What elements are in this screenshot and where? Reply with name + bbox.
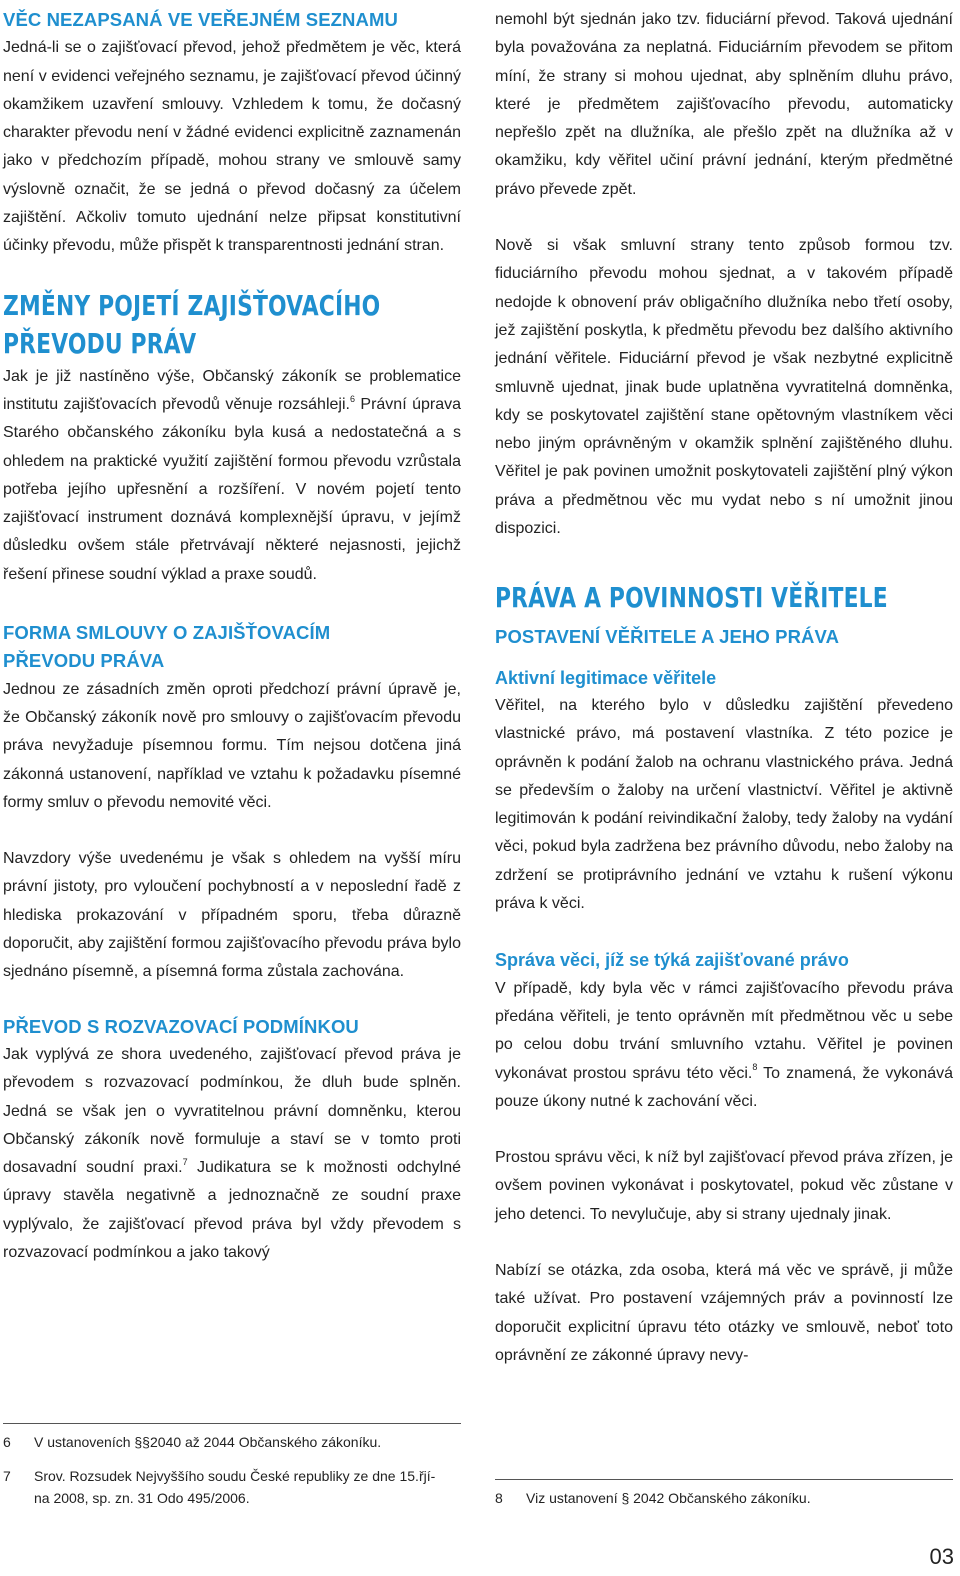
heading-asset-management: Správa věci, jíž se týká zajišťované právo (495, 950, 849, 971)
footnote-number: 7 (3, 1468, 11, 1484)
footnote-8 (495, 1487, 953, 1509)
footnote-number: 6 (3, 1434, 11, 1450)
paragraph-text: Judikatura se k možnosti odchylné úpravy stavěla negativně a jednoznačně ze soudní praxe vyplývalo, že zajišťovací převod práva byl vždy převodem s rozvazovací podmínkou a jako takový (3, 1159, 462, 1261)
heading-changes-line1: ZMĚNY POJETÍ ZAJIŠŤOVACÍHO (3, 288, 381, 322)
heading-resolutive-condition: PŘEVOD S ROZVAZOVACÍ PODMÍNKOU (3, 1015, 359, 1037)
paragraph: Věřitel, na kterého bylo v důsledku zajištění převedeno vlastnické právo, má postavení vlastníka. Z této pozice je oprávněn k podání žalob na ochranu vlastnického práva. Jedná se především o žaloby na určení vlastnictví. Věřitel je aktivně legitimován k podání reivindikační žaloby, tedy žaloby na vydání věci, pokud byla zadržena bez právního důvodu, nebo žaloby na zdržení se protiprávního jednání ve vztahu k rušení výkonu práva k věci. (495, 696, 953, 913)
footnote-divider (495, 1479, 953, 1480)
heading-contract-form-line2: PŘEVODU PRÁVA (3, 650, 165, 672)
paragraph (3, 1041, 461, 1267)
paragraph: Nově si však smluvní strany tento způsob formou tzv. fiduciárního převodu mohou sjednat, a v takovém případě nedojde k obnovení práv obligačního dlužníka nebo třetí osoby, jež zajištění poskytla, k předmětu převodu bez dalšího aktivního jednání věřitele. Fiduciární převod je však nezbytné explicitně smluvně ujednat, jinak bude uplatněna vyvratitelná domněnka, kdy se poskytovatel zajištění stane opětovným vlastníkem věci nebo jiným oprávněným v okamžik splnění zajištěného dluhu. Věřitel je pak povinen umožnit poskytovateli zajištění plný výkon práva a předmětnou věc mu vydat nebo s ní umožnit jinou dispozici. (495, 237, 953, 538)
right-column (495, 6, 953, 1370)
footnote-ref: 6 (349, 393, 355, 404)
heading-active-legitimacy: Aktivní legitimace věřitele (495, 667, 717, 688)
heading-creditor-rights: PRÁVA A POVINNOSTI VĚŘITELE (495, 581, 888, 615)
heading-changes-line2: PŘEVODU PRÁV (3, 326, 197, 360)
paragraph-text: Právní úprava Starého občanského zákoníku byla kusá a nedostatečná a s ohledem na praktické využití zajištění formou převodu vzrůstala potřeba jejího upřesnění a rozšíření. V novém pojetí tento zajišťovací instrument doznává komplexnější úpravu, v jejímž důsledku ovšem stále přetrvávají některé nejasnosti, jejichž řešení přinese soudní výklad a praxe soudů. (3, 395, 461, 583)
footnote-7 (3, 1465, 461, 1509)
footnote-text: Viz ustanovení § 2042 Občanského zákoníku. (526, 1490, 811, 1506)
paragraph-text: Jak vyplývá ze shora uvedeného, zajišťovací převod práva je převodem s rozvazovací podmínkou, že dluh bude splněn. Jedná se však jen o vyvratitelnou právní domněnku, kterou Občanský zákoník nově formuluje a staví se v tomto proti dosavadní soudní praxi. (3, 1045, 461, 1177)
footnote-text: V ustanoveních §§2040 až 2044 Občanského zákoníku. (34, 1434, 382, 1450)
left-column (3, 6, 461, 1267)
paragraph: Navzdory výše uvedenému je však s ohledem na vyšší míru právní jistoty, pro vyloučení pochybností a v neposlední řadě z hlediska prokazování v případném sporu, třeba důrazně doporučit, aby zajištění formou zajišťovacího převodu práva bylo sjednáno písemně, a písemná forma zůstala zachována. (3, 850, 461, 981)
page-number: 03 (929, 1544, 954, 1569)
heading-creditor-position: POSTAVENÍ VĚŘITELE A JEHO PRÁVA (495, 626, 840, 648)
footnote-text-line1: Srov. Rozsudek Nejvyššího soudu České republiky ze dne 15.řjí- (34, 1468, 436, 1484)
paragraph: nemohl být sjednán jako tzv. fiduciární převod. Taková ujednání byla považována za neplatná. Fiduciárním převodem se přitom míní, že strany si mohou ujednat, aby splněním dluhu právo, které je předmětem zajišťovacího převodu, automaticky nepřešlo zpět na dlužníka, ale přešlo zpět na dlužníka až v okamžiku, kdy věřitel učiní právní jednání, kterým předmětné právo převede zpět. (495, 11, 953, 198)
paragraph: Nabízí se otázka, zda osoba, která má věc ve správě, ji může také užívat. Pro postavení vzájemných práv a povinností lze doporučit explicitní úpravu této otázky ve smlouvě, neboť toto oprávnění ze zákonné úpravy nevy- (495, 1261, 953, 1364)
footnote-number: 8 (495, 1490, 503, 1506)
heading-unregistered-item: VĚC NEZAPSANÁ VE VEŘEJNÉM SEZNAMU (3, 9, 398, 30)
paragraph: Jednou ze zásadních změn oproti předchozí právní úpravě je, že Občanský zákoník nově pro smlouvy o zajišťovacím převodu práva nevyžaduje písemnou formu. Tím nejsou dotčena jiná zákonná ustanovení, například ve vztahu k požadavku písemné formy smluv o převodu nemovité věci. (3, 680, 461, 811)
paragraph-text: V případě, kdy byla věc v rámci zajišťovacího převodu práva předána věřiteli, je tento oprávněn mít předmětnou věc u sebe po celou dobu trvání smluvního vztahu. Věřitel je povinen vykonávat prostou správu této věci. (495, 979, 953, 1082)
paragraph: Prostou správu věci, k níž byl zajišťovací převod práva zřízen, je ovšem povinen vykonávat i poskytovatel, pokud věc zůstane v jeho detenci. To nevylučuje, aby si strany ujednaly jinak. (495, 1149, 953, 1223)
paragraph: Jedná-li se o zajišťovací převod, jehož předmětem je věc, která není v evidenci veřejného seznamu, je zajišťovací převod účinný okamžikem uzavření smlouvy. Vzhledem k tomu, že dočasný charakter převodu není v žádné evidenci explicitně zaznamenán jako v předchozím případě, mohou strany ve smlouvě samy výslovně označit, že se jedná o převod dočasný za účelem zajištění. Ačkoliv tomuto ujednání nelze připsat konstitutivní účinky převodu, může přispět k transparentnosti jednání stran. (3, 39, 461, 255)
heading-contract-form-line1: FORMA SMLOUVY O ZAJIŠŤOVACÍM (3, 622, 331, 644)
footnote-text-line2: na 2008, sp. zn. 31 Odo 495/2006. (34, 1490, 250, 1506)
paragraph (3, 363, 461, 589)
paragraph-text: Jak je již nastíněno výše, Občanský zákoník se problematice institutu zajišťovacích převodů věnuje rozsáhleji. (3, 367, 461, 413)
paragraph (495, 975, 953, 1116)
footnote-ref: 8 (752, 1062, 758, 1073)
footnote-ref: 7 (182, 1156, 188, 1167)
paragraph-text: To znamená, že vykonává pouze úkony nutné k zachování věci. (495, 1064, 953, 1110)
footnote-6 (3, 1431, 461, 1453)
footnote-divider (3, 1423, 461, 1424)
